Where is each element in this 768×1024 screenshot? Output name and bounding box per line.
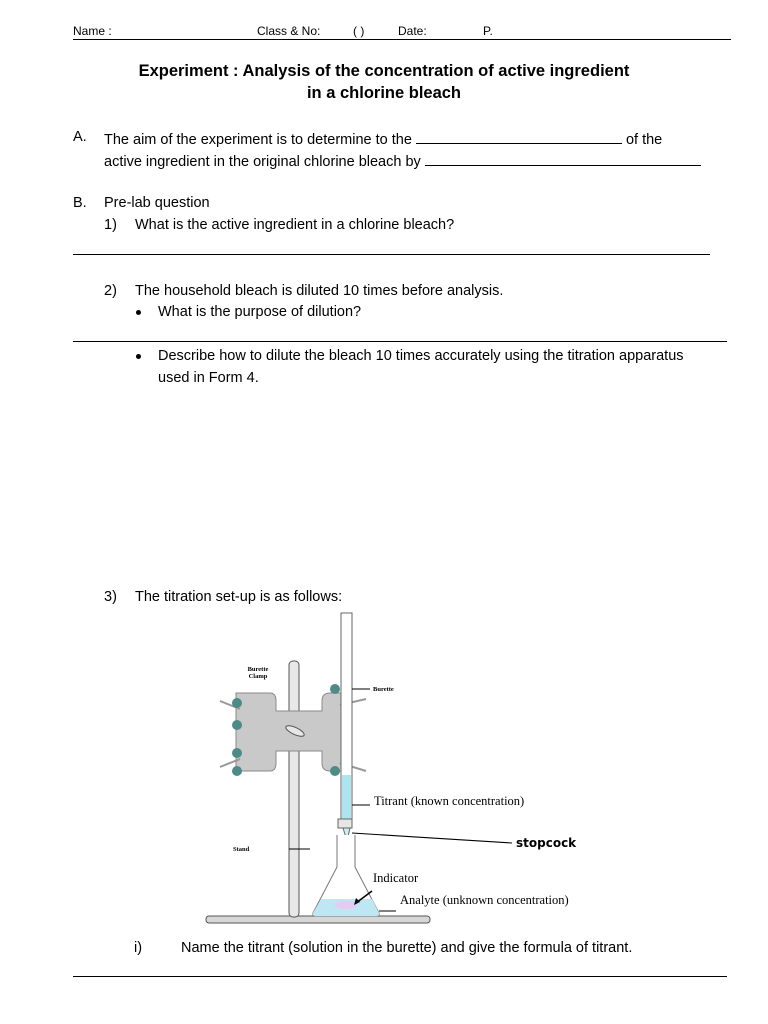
q2-bullet-2-dot xyxy=(136,354,141,359)
indicator-label: Indicator xyxy=(373,871,419,885)
section-a-line2-text: active ingredient in the original chlorine bleach by xyxy=(104,154,421,170)
page-label: P. xyxy=(483,24,493,38)
clamp-knob-1 xyxy=(232,698,242,708)
q2-bullet-1-dot xyxy=(136,310,141,315)
qi-text: Name the titrant (solution in the burette) and give the formula of titrant. xyxy=(181,940,633,956)
burette-label: Burette xyxy=(373,686,394,693)
q2-number: 2) xyxy=(104,283,117,299)
aim-blank-2[interactable] xyxy=(425,151,701,166)
clamp-knob-3 xyxy=(232,748,242,758)
titrant-liquid xyxy=(342,775,351,821)
q1-answer-line[interactable] xyxy=(73,254,710,255)
clamp-knob-4 xyxy=(232,766,242,776)
stand-base xyxy=(206,916,430,923)
titrant-label: Titrant (known concentration) xyxy=(374,794,525,808)
clamp-knob-6 xyxy=(330,766,340,776)
section-b-letter: B. xyxy=(73,195,87,211)
clamp-knob-5 xyxy=(330,684,340,694)
q2-bullet-1-text: What is the purpose of dilution? xyxy=(158,304,362,320)
page-title-line2: in a chlorine bleach xyxy=(306,84,462,102)
section-b-heading: Pre-lab question xyxy=(104,195,210,211)
name-label: Name : xyxy=(73,24,112,38)
q3-number: 3) xyxy=(104,589,117,605)
section-a-line2 xyxy=(104,151,701,170)
burette-clamp-label-2: Clamp xyxy=(248,673,268,680)
section-a-line1-after: of the xyxy=(625,132,663,148)
q2-bullet-2-line1: Describe how to dilute the bleach 10 times accurately using the titration apparatus xyxy=(158,348,684,364)
section-a-line1-text: The aim of the experiment is to determine to the xyxy=(104,132,412,148)
class-no-paren: ( ) xyxy=(353,24,365,38)
stopcock-leader xyxy=(352,833,512,843)
analyte-label: Analyte (unknown concentration) xyxy=(400,893,569,907)
stopcock-valve xyxy=(338,819,352,828)
section-a-line1 xyxy=(104,129,662,148)
titration-diagram xyxy=(0,605,768,935)
qi-number: i) xyxy=(134,940,143,956)
aim-blank-1[interactable] xyxy=(416,129,622,144)
header-rule xyxy=(73,39,731,40)
stand-rod xyxy=(289,661,299,917)
qi-answer-line[interactable] xyxy=(73,976,727,977)
date-label: Date: xyxy=(398,24,427,38)
page-title-line1: Experiment : Analysis of the concentration of active ingredient xyxy=(138,62,630,80)
q2-answer-line[interactable] xyxy=(73,341,727,342)
section-a-letter: A. xyxy=(73,129,87,145)
clamp-knob-2 xyxy=(232,720,242,730)
indicator-color xyxy=(335,901,357,909)
q1-number: 1) xyxy=(104,217,117,233)
stopcock-label: stopcock xyxy=(516,836,577,850)
stand-label: Stand xyxy=(233,846,250,853)
q2-text: The household bleach is diluted 10 times before analysis. xyxy=(135,283,504,299)
q3-text: The titration set-up is as follows: xyxy=(135,589,343,605)
class-no-label: Class & No: xyxy=(257,24,321,38)
burette-clamp-label-1: Burette xyxy=(247,666,269,673)
q1-text: What is the active ingredient in a chlorine bleach? xyxy=(135,217,455,233)
q2-bullet-2-line2: used in Form 4. xyxy=(158,370,259,386)
